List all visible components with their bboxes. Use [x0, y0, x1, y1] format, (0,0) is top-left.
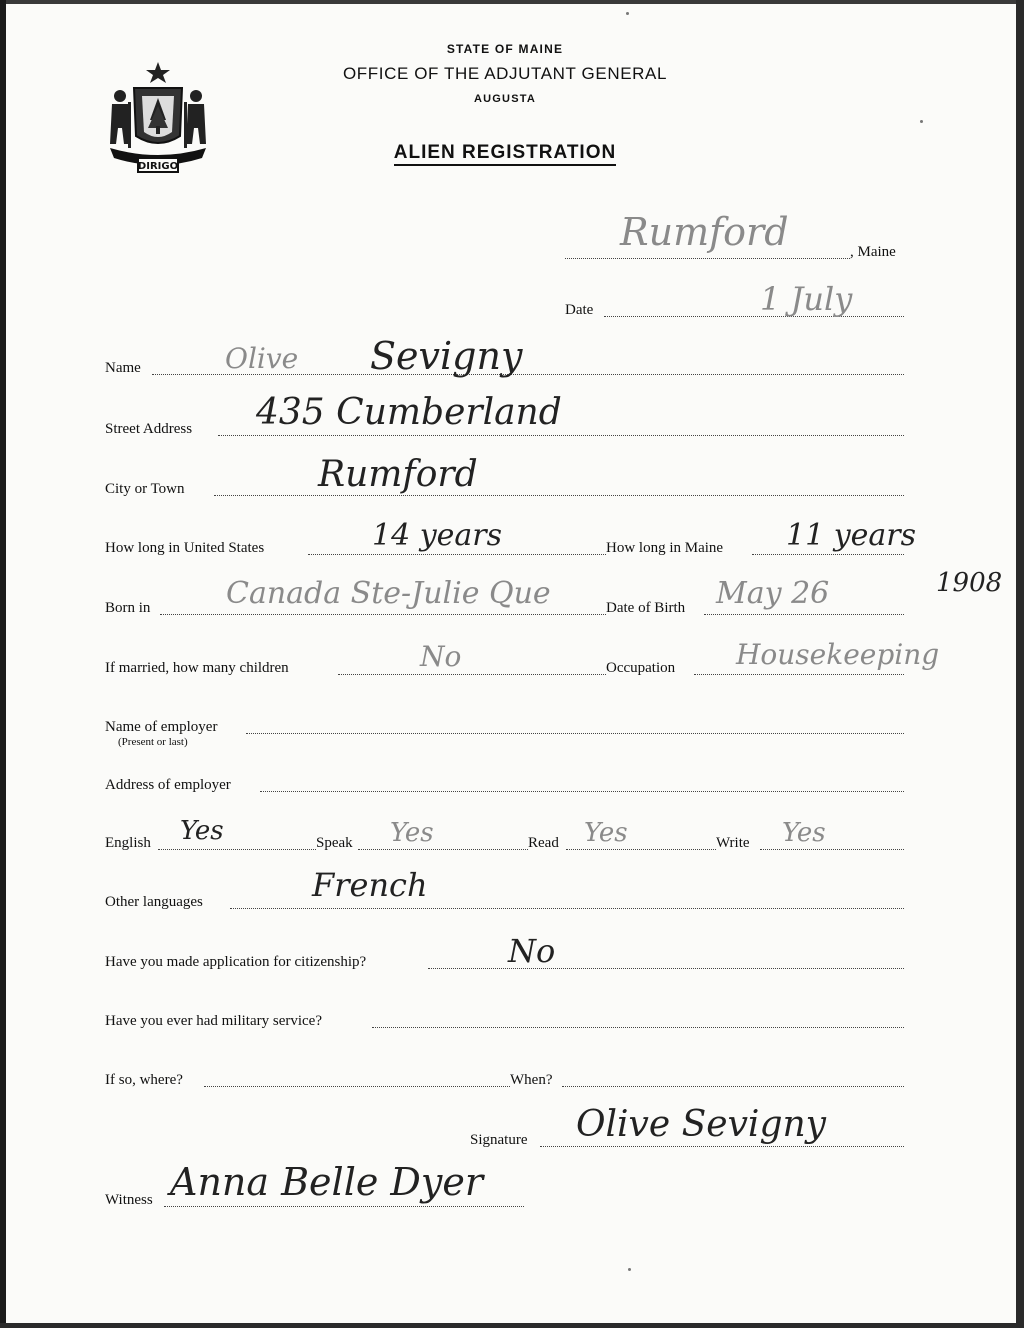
other-languages-entry: French: [312, 866, 428, 904]
born-in-line: [160, 614, 606, 615]
street-label: Street Address: [105, 421, 193, 437]
read-label: Read: [528, 835, 559, 851]
employer-note: (Present or last): [118, 736, 188, 748]
children-entry: No: [420, 640, 462, 673]
when-line: [562, 1086, 904, 1087]
city-label: City or Town: [105, 481, 185, 497]
english-line: [158, 849, 316, 850]
military-label: Have you ever had military service?: [105, 1013, 322, 1029]
employer-address-line: [260, 791, 904, 792]
other-languages-label: Other languages: [105, 894, 203, 910]
scan-edge-left: [0, 0, 6, 1328]
maine-state-seal: [104, 58, 212, 178]
how-long-maine-entry: 11 years: [786, 518, 917, 553]
town-line: [565, 258, 850, 259]
born-in-entry: Canada Ste-Julie Que: [226, 576, 551, 611]
citizenship-entry: No: [508, 932, 556, 970]
employer-label: Name of employer: [105, 719, 218, 735]
signature-label: Signature: [470, 1132, 528, 1148]
citizenship-line: [428, 968, 904, 969]
children-line: [338, 674, 606, 675]
scan-speck: [920, 120, 923, 123]
city-heading: AUGUSTA: [474, 93, 536, 105]
read-entry: Yes: [584, 818, 628, 848]
dob-label: Date of Birth: [606, 600, 686, 616]
scan-edge-right: [1016, 0, 1024, 1328]
scan-speck: [628, 1268, 631, 1271]
born-in-label: Born in: [105, 600, 151, 616]
name-last-entry: Sevigny: [370, 334, 523, 378]
date-label: Date: [565, 302, 594, 318]
name-label: Name: [105, 360, 141, 376]
signature-line: [540, 1146, 904, 1147]
street-entry: 435 Cumberland: [256, 392, 562, 433]
how-long-us-entry: 14 years: [372, 518, 503, 553]
form-title: ALIEN REGISTRATION: [250, 142, 760, 164]
witness-entry: Anna Belle Dyer: [170, 1160, 483, 1204]
occupation-label: Occupation: [606, 660, 676, 676]
dob-entry: May 26: [716, 576, 830, 611]
name-first-entry: Olive: [225, 342, 299, 375]
scan-edge-bottom: [0, 1323, 1024, 1328]
if-so-where-label: If so, where?: [105, 1072, 183, 1088]
write-line: [760, 849, 904, 850]
how-long-maine-line: [752, 554, 904, 555]
write-label: Write: [716, 835, 750, 851]
children-label: If married, how many children: [105, 660, 289, 676]
how-long-maine-label: How long in Maine: [606, 540, 724, 556]
maine-label: , Maine: [850, 244, 896, 260]
witness-line: [164, 1206, 524, 1207]
speak-label: Speak: [316, 835, 353, 851]
dob-year-entry: 1908: [936, 568, 1003, 598]
speak-line: [358, 849, 528, 850]
where-line: [204, 1086, 510, 1087]
other-languages-line: [230, 908, 904, 909]
occupation-entry: Housekeeping: [736, 638, 940, 671]
signature-entry: Olive Sevigny: [576, 1104, 827, 1145]
state-heading: STATE OF MAINE: [446, 42, 564, 56]
when-label: When?: [510, 1072, 553, 1088]
dob-line: [704, 614, 904, 615]
english-label: English: [105, 835, 151, 851]
svg-text:DIRIGO: DIRIGO: [137, 161, 179, 172]
city-entry: Rumford: [318, 454, 478, 495]
employer-address-label: Address of employer: [105, 777, 231, 793]
speak-entry: Yes: [390, 818, 434, 848]
office-heading: OFFICE OF THE ADJUTANT GENERAL: [342, 64, 668, 83]
military-line: [372, 1027, 904, 1028]
how-long-us-label: How long in United States: [105, 540, 265, 556]
employer-line: [246, 733, 904, 734]
street-line: [218, 435, 904, 436]
town-entry: Rumford: [620, 210, 789, 254]
city-line: [214, 495, 904, 496]
how-long-us-line: [308, 554, 606, 555]
read-line: [566, 849, 716, 850]
citizenship-label: Have you made application for citizenship?: [105, 954, 367, 970]
witness-label: Witness: [105, 1192, 153, 1208]
scan-speck: [626, 12, 629, 15]
english-entry: Yes: [180, 816, 224, 846]
occupation-line: [694, 674, 904, 675]
date-entry: 1 July: [760, 280, 853, 318]
scan-edge-top: [0, 0, 1024, 4]
write-entry: Yes: [782, 818, 826, 848]
date-line: [604, 316, 904, 317]
